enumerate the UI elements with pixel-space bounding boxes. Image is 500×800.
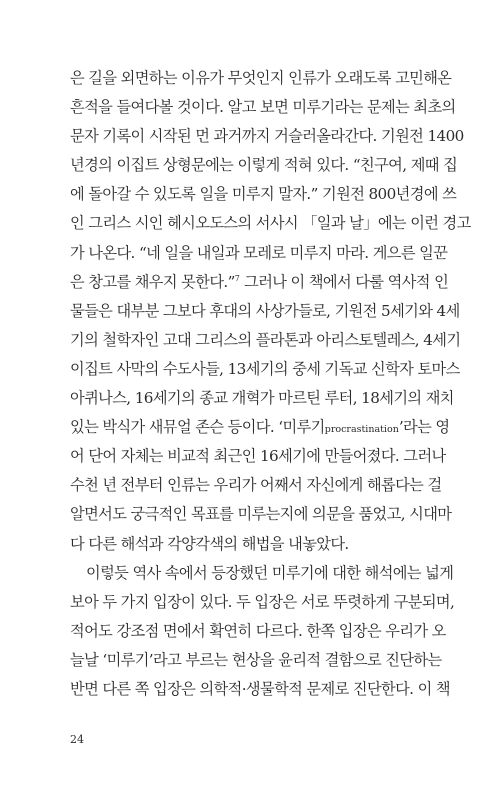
text-line: 다 다른 해석과 각양각색의 해법을 내놓았다. — [70, 534, 349, 553]
body-text — [70, 64, 471, 704]
text-line-with-footnote — [70, 268, 449, 297]
text-line: 늘날 ‘미루기’라고 부르는 현상을 윤리적 결함으로 진단하는 — [70, 650, 442, 669]
text-line: 반면 다른 쪽 입장은 의학적·생물학적 문제로 진단한다. 이 책 — [70, 679, 450, 698]
text-line: 흔적을 들여다볼 것이다. 알고 보면 미루기라는 문제는 최초의 — [70, 98, 456, 117]
paragraph-2 — [70, 559, 455, 704]
footnote-marker: 7 — [234, 273, 240, 283]
line-text-before-footnote: 은 창고를 채우지 못한다.” — [70, 272, 235, 291]
text-line: 인 그리스 시인 헤시오도스의 서사시 「일과 날」에는 이런 경고 — [70, 214, 471, 233]
text-line: 은 길을 외면하는 이유가 무엇인지 인류가 오래도록 고민해온 — [70, 69, 452, 87]
text-line: 물들은 대부분 그보다 후대의 사상가들로, 기원전 5세기와 4세 — [70, 301, 460, 320]
text-line: 문자 기록이 시작된 먼 과거까지 거슬러올라간다. 기원전 1400 — [70, 127, 464, 146]
text-line-with-gloss — [70, 413, 450, 442]
line-text-after-gloss: ’라는 영 — [398, 418, 450, 437]
text-line: 수천 년 전부터 인류는 우리가 어째서 자신에게 해롭다는 걸 — [70, 476, 442, 495]
text-line: 보아 두 가지 입장이 있다. 두 입장은 서로 뚜렷하게 구분되며, — [70, 592, 455, 611]
text-line: 이집트 사막의 수도사들, 13세기의 중세 기독교 신학자 토마스 — [70, 359, 460, 378]
line-text-after-footnote: 그러나 이 책에서 다룰 역사적 인 — [239, 272, 449, 291]
text-line: 기의 철학자인 고대 그리스의 플라톤과 아리스토텔레스, 4세기 — [70, 330, 461, 349]
text-line: 아퀴나스, 16세기의 종교 개혁가 마르틴 루터, 18세기의 재치 — [70, 389, 454, 408]
text-line: 에 돌아갈 수 있도록 일을 미루지 말자.” 기원전 800년경에 쓰 — [70, 185, 457, 204]
text-line: 알면서도 궁극적인 목표를 미루는지에 의문을 품었고, 시대마 — [70, 505, 452, 524]
text-line: 년경의 이집트 상형문에는 이렇게 적혀 있다. “친구여, 제때 집 — [70, 156, 458, 175]
text-line: 어 단어 자체는 비교적 최근인 16세기에 만들어졌다. 그러나 — [70, 447, 446, 466]
text-line: 적어도 강조점 면에서 확연히 다르다. 한쪽 입장은 우리가 오 — [70, 621, 446, 640]
page-number: 24 — [70, 733, 84, 746]
paragraph-1 — [70, 64, 471, 559]
line-text-before-gloss: 있는 박식가 새뮤얼 존슨 등이다. ‘미루기 — [70, 418, 325, 437]
english-gloss: procrastination — [324, 424, 399, 436]
text-line: 가 나온다. “네 일을 내일과 모레로 미루지 마라. 게으른 일꾼 — [70, 243, 448, 262]
text-line: 이렇듯 역사 속에서 등장했던 미루기에 대한 해석에는 넓게 — [86, 563, 454, 582]
